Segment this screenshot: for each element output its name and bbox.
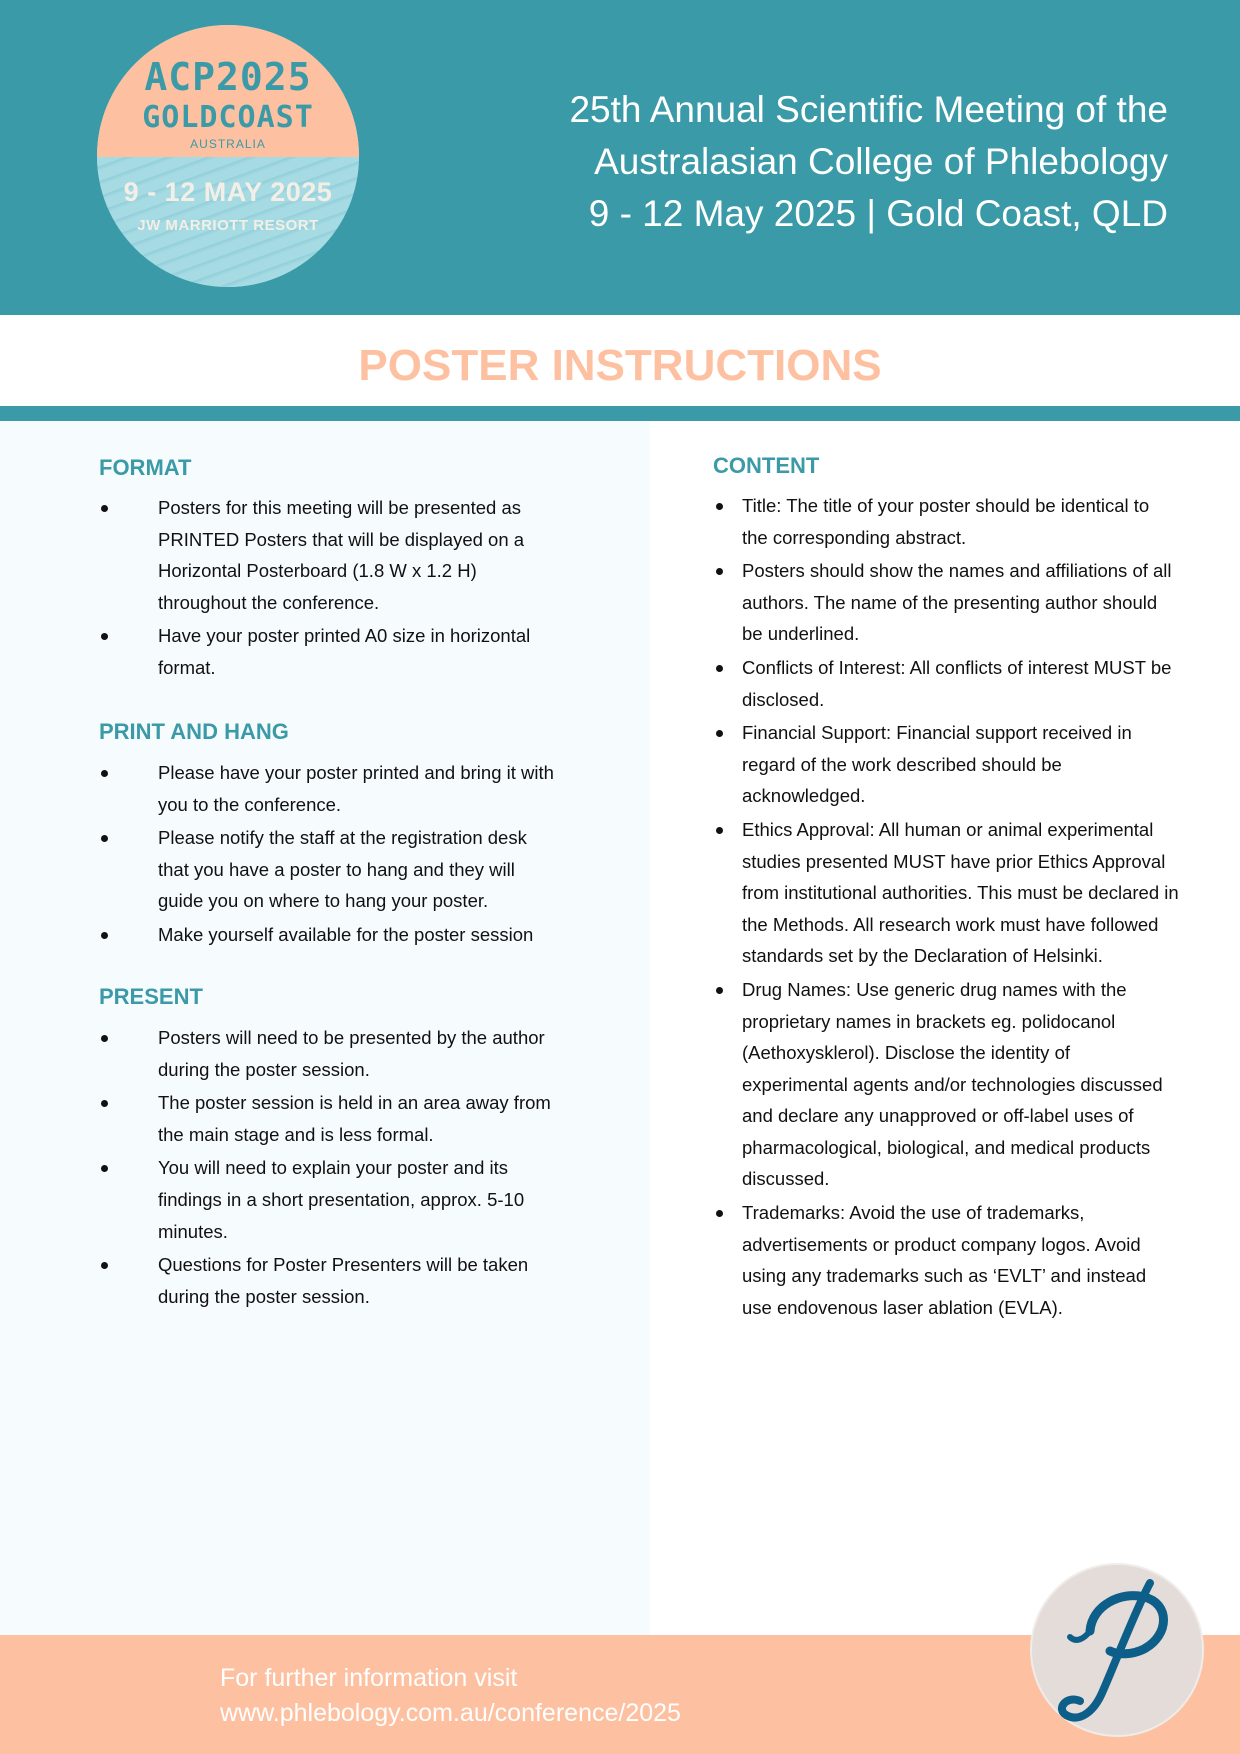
bullet-icon [101, 505, 108, 512]
list-item: Posters should show the names and affiliations of all authors. The name of the presenting author should be underlined. [650, 555, 1180, 650]
bullet-icon [101, 633, 108, 640]
list-item: Trademarks: Avoid the use of trademarks, advertisements or product company logos. Avoid using any trademarks such as ‘EVLT’ and instead use endovenous laser ablation (EVLA). [650, 1197, 1180, 1323]
monogram-glyph [1032, 1565, 1206, 1739]
format-list [0, 492, 560, 686]
bullet-icon [101, 1165, 108, 1172]
bullet-icon [716, 665, 723, 672]
list-item: Posters will need to be presented by the author during the poster session. [0, 1022, 560, 1085]
list-item: You will need to explain your poster and its findings in a short presentation, approx. 5-10 minutes. [0, 1152, 560, 1247]
footer-url[interactable]: www.phlebology.com.au/conference/2025 [220, 1699, 681, 1727]
list-item: Please notify the staff at the registration desk that you have a poster to hang and they will guide you on where to hang your poster. [0, 822, 560, 917]
bullet-icon [101, 1100, 108, 1107]
footer-info [220, 1661, 681, 1731]
list-item: Questions for Poster Presenters will be taken during the poster session. [0, 1249, 560, 1312]
bullet-icon [101, 770, 108, 777]
divider-bar [0, 406, 1240, 421]
right-column [650, 421, 1240, 1635]
logo-acp2025: ACP2025 [144, 55, 312, 99]
page-title: POSTER INSTRUCTIONS [358, 341, 882, 390]
bullet-icon [716, 987, 723, 994]
bullet-icon [716, 568, 723, 575]
content-heading: CONTENT [713, 453, 820, 478]
list-item: Posters for this meeting will be presented as PRINTED Posters that will be displayed on a Horizontal Posterboard (1.8 W x 1.2 H) throughout the conference. [0, 492, 560, 618]
meeting-date-location: 9 - 12 May 2025 | Gold Coast, QLD [588, 193, 1168, 234]
list-item: Have your poster printed A0 size in horizontal format. [0, 620, 560, 683]
content-list [650, 490, 1180, 1325]
meeting-title-line2: Australasian College of Phlebology [594, 141, 1168, 182]
format-heading: FORMAT [99, 455, 192, 480]
print-hang-list [0, 757, 560, 953]
logo-venue: JW MARRIOTT RESORT [137, 217, 319, 234]
bullet-icon [716, 1210, 723, 1217]
list-item: Make yourself available for the poster session [0, 919, 560, 951]
list-item: Financial Support: Financial support received in regard of the work described should be acknowledged. [650, 717, 1180, 812]
meeting-title-line1: 25th Annual Scientific Meeting of the [569, 89, 1168, 130]
bullet-icon [716, 827, 723, 834]
title-band [0, 315, 1240, 406]
bullet-icon [101, 835, 108, 842]
bullet-icon [101, 1262, 108, 1269]
list-item: Conflicts of Interest: All conflicts of interest MUST be disclosed. [650, 652, 1180, 715]
list-item: Title: The title of your poster should be identical to the corresponding abstract. [650, 490, 1180, 553]
logo-australia: AUSTRALIA [190, 137, 266, 151]
header-banner [0, 0, 1240, 315]
logo-goldcoast: GOLDCOAST [142, 100, 314, 135]
present-list [0, 1022, 560, 1314]
bullet-icon [101, 932, 108, 939]
list-item: Ethics Approval: All human or animal experimental studies presented MUST have prior Ethics Approval from institutional authorities. This must be declared in the Methods. All research work must have followed standards set by the Declaration of Helsinki. [650, 814, 1180, 972]
list-item: Please have your poster printed and bring it with you to the conference. [0, 757, 560, 820]
meeting-info [569, 84, 1168, 240]
list-item: The poster session is held in an area away from the main stage and is less formal. [0, 1087, 560, 1150]
acp2025-logo [97, 25, 359, 287]
bullet-icon [716, 730, 723, 737]
print-hang-heading: PRINT AND HANG [99, 719, 289, 744]
logo-dates: 9 - 12 MAY 2025 [123, 177, 333, 207]
footer-line1: For further information visit [220, 1664, 518, 1692]
bullet-icon [716, 503, 723, 510]
list-item: Drug Names: Use generic drug names with the proprietary names in brackets eg. polidocanol (Aethoxysklerol). Disclose the identity of experimental agents and/or technologies discussed and declare any unapproved or off-label uses of pharmacological, biological, and medical products discussed. [650, 974, 1180, 1195]
present-heading: PRESENT [99, 984, 203, 1009]
phlebology-p-monogram-icon [1030, 1563, 1204, 1737]
left-column [0, 421, 650, 1635]
bullet-icon [101, 1035, 108, 1042]
